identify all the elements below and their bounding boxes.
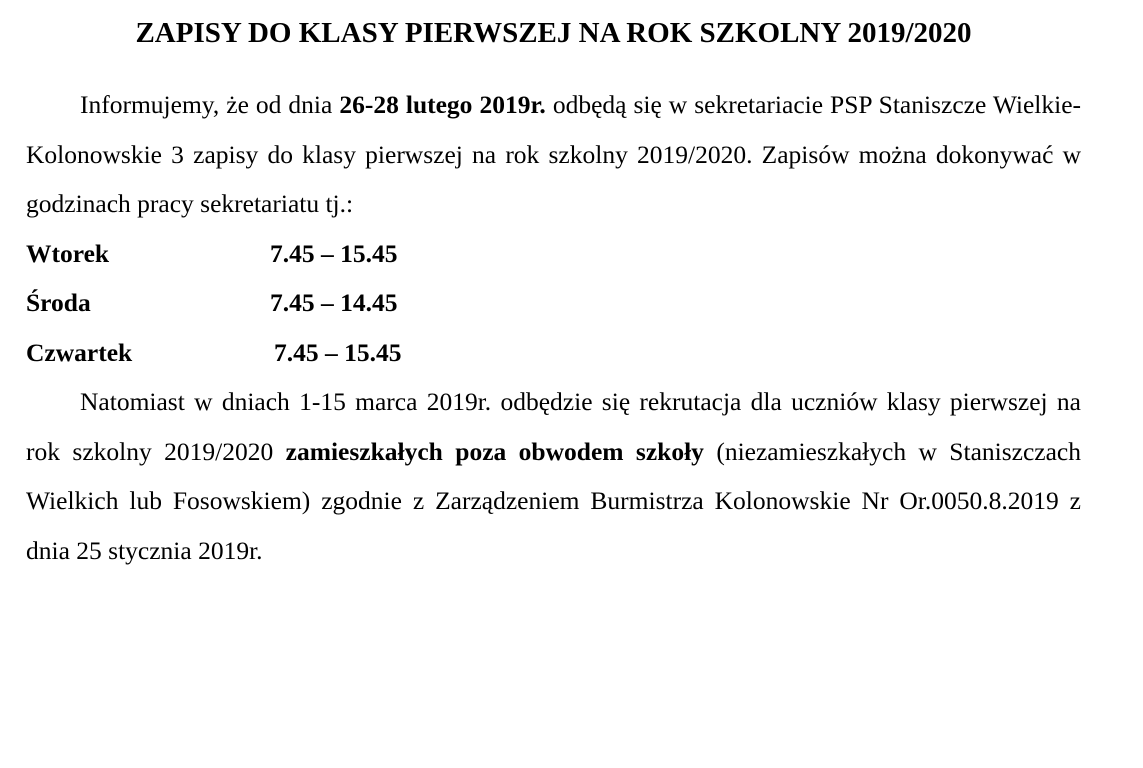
paragraph1-lead: Informujemy, że od dnia <box>80 90 340 119</box>
document-page <box>26 0 1081 575</box>
paragraph2-rest: (niezamieszkałych w Staniszczach Wielkich lub Fosowskiem) zgodnie z Zarządzeniem Burmistrza Kolonowskie Nr Or.0050.8.2019 z dnia 25 stycznia 2019r. <box>26 436 1081 565</box>
recruitment-paragraph <box>26 377 1081 575</box>
hours-time: 7.45 – 14.45 <box>270 288 398 317</box>
document-title: ZAPISY DO KLASY PIERWSZEJ NA ROK SZKOLNY 2019/2020 <box>135 17 972 49</box>
office-hours-list <box>26 229 1081 378</box>
residency-condition: zamieszkałych poza obwodem szkoły <box>285 436 704 466</box>
hours-row-thursday <box>26 328 1081 378</box>
paragraph1-rest: odbędą się w sekretariacie PSP Staniszcze Wielkie-Kolonowskie 3 zapisy do klasy pierwszej na rok szkolny 2019/2020. Zapisów można dokonywać w godzinach pracy sekretariatu tj.: <box>26 90 1082 218</box>
hours-time: 7.45 – 15.45 <box>274 337 402 367</box>
hours-time: 7.45 – 15.45 <box>270 238 398 268</box>
hours-day: Środa <box>26 288 91 317</box>
hours-day: Czwartek <box>26 337 133 367</box>
hours-day: Wtorek <box>26 238 110 268</box>
enrollment-paragraph <box>26 80 1081 229</box>
hours-row-tuesday <box>26 229 1081 279</box>
hours-row-wednesday <box>26 278 1081 328</box>
paragraph2-lead: Natomiast w dniach 1-15 marca 2019r. odbędzie się rekrutacja dla uczniów klasy pierwszej na rok szkolny 2019/2020 <box>26 387 1081 466</box>
enrollment-dates: 26-28 lutego 2019r. <box>339 90 546 119</box>
